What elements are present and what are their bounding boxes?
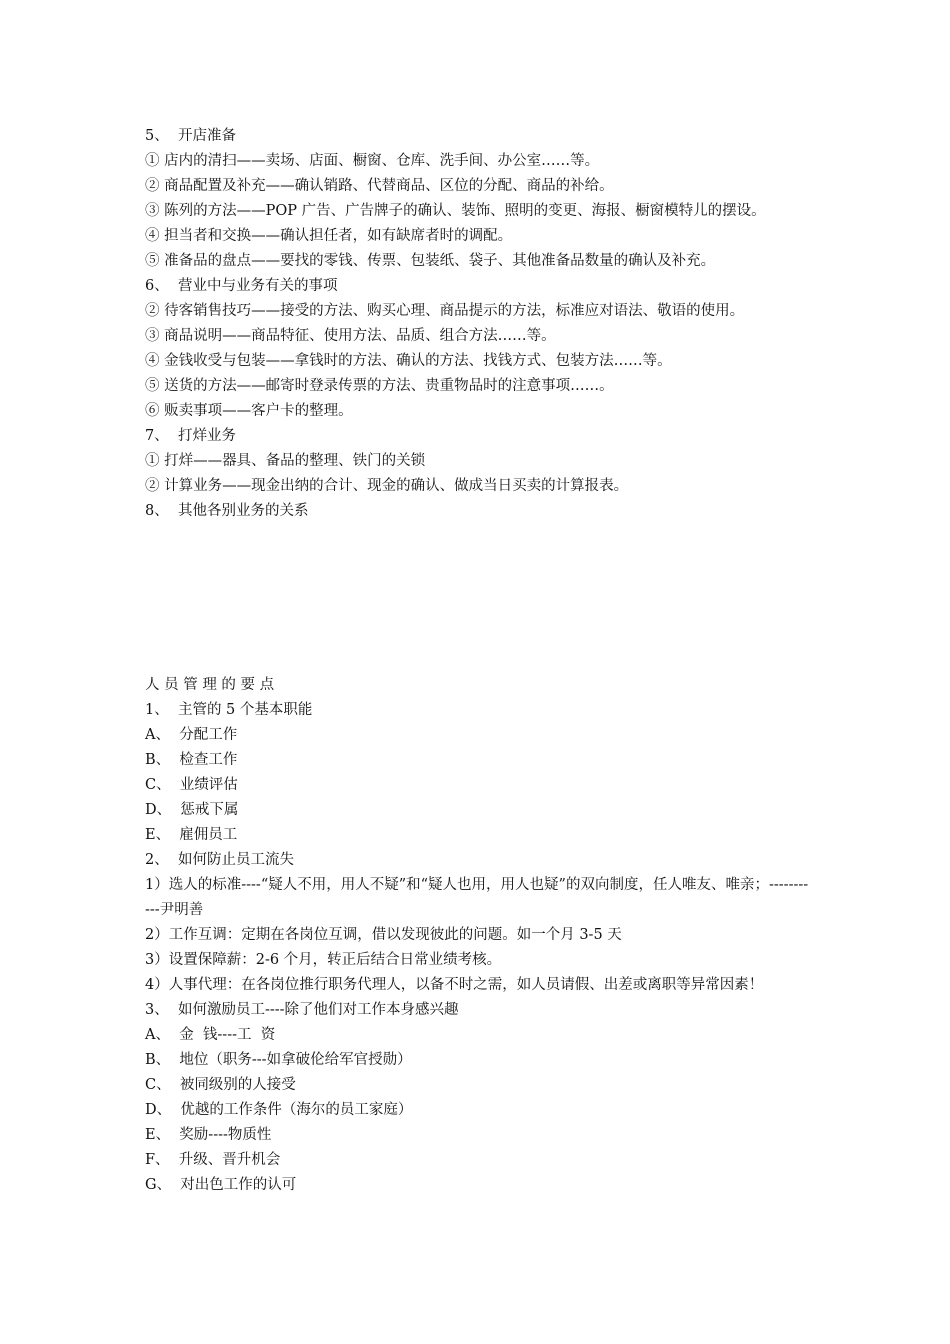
list-item: D、 惩戒下属 (145, 802, 239, 818)
list-item: 1）选人的标准----“疑人不用，用人不疑”和“疑人也用，用人也疑”的双向制度，任人唯友、唯亲；-----------尹明善 (145, 877, 809, 918)
list-item: C、 业绩评估 (145, 777, 238, 793)
list-item: E、 雇佣员工 (145, 827, 238, 843)
list-item: B、 检查工作 (145, 752, 238, 768)
list-item: ② 商品配置及补充——确认销路、代替商品、区位的分配、商品的补给。 (145, 178, 614, 194)
opening-preparation-section (145, 124, 810, 524)
list-item: B、 地位（职务---如拿破伦给军官授勋） (145, 1052, 412, 1068)
list-item: 3）设置保障薪：2-6 个月，转正后结合日常业绩考核。 (145, 952, 502, 968)
heading-7-closing: 7、 打烊业务 (145, 428, 236, 444)
heading-8-other: 8、 其他各别业务的关系 (145, 503, 309, 519)
personnel-management-section (145, 673, 810, 1198)
heading-2-prevent-turnover: 2、 如何防止员工流失 (145, 852, 294, 868)
list-item: A、 金 钱----工 资 (145, 1027, 276, 1043)
list-item: ④ 金钱收受与包装——拿钱时的方法、确认的方法、找钱方式、包装方法……等。 (145, 353, 672, 369)
list-item: ⑥ 贩卖事项——客户卡的整理。 (145, 403, 353, 419)
list-item: E、 奖励----物质性 (145, 1127, 272, 1143)
heading-5-store-opening: 5、 开店准备 (145, 128, 236, 144)
list-item: G、 对出色工作的认可 (145, 1177, 297, 1193)
list-item: ④ 担当者和交换——确认担任者，如有缺席者时的调配。 (145, 228, 513, 244)
heading-1-supervisor-functions: 1、 主管的 5 个基本职能 (145, 702, 313, 718)
list-item: ② 待客销售技巧——接受的方法、购买心理、商品提示的方法，标准应对语法、敬语的使用。 (145, 303, 745, 319)
heading-3-motivate-staff: 3、 如何激励员工----除了他们对工作本身感兴趣 (145, 1002, 459, 1018)
list-item: ⑤ 准备品的盘点——要找的零钱、传票、包装纸、袋子、其他准备品数量的确认及补充。 (145, 253, 716, 269)
list-item: ③ 陈列的方法——POP 广告、广告牌子的确认、装饰、照明的变更、海报、橱窗模特儿的摆设。 (145, 203, 766, 219)
section-title: 人 员 管 理 的 要 点 (145, 677, 275, 693)
list-item: 2）工作互调：定期在各岗位互调，借以发现彼此的问题。如一个月 3-5 天 (145, 927, 622, 943)
heading-6-business-hours: 6、 营业中与业务有关的事项 (145, 278, 338, 294)
list-item: A、 分配工作 (145, 727, 238, 743)
list-item: C、 被同级别的人接受 (145, 1077, 296, 1093)
list-item: ③ 商品说明——商品特征、使用方法、品质、组合方法……等。 (145, 328, 556, 344)
list-item: ② 计算业务——现金出纳的合计、现金的确认、做成当日买卖的计算报表。 (145, 478, 629, 494)
list-item: ① 店内的清扫——卖场、店面、橱窗、仓库、洗手间、办公室……等。 (145, 153, 600, 169)
list-item: D、 优越的工作条件（海尔的员工家庭） (145, 1102, 413, 1118)
list-item: F、 升级、晋升机会 (145, 1152, 281, 1168)
list-item: 4）人事代理：在各岗位推行职务代理人，以备不时之需，如人员请假、出差或离职等异常因素！ (145, 977, 764, 993)
list-item: ⑤ 送货的方法——邮寄时登录传票的方法、贵重物品时的注意事项……。 (145, 378, 614, 394)
list-item: ① 打烊——器具、备品的整理、铁门的关锁 (145, 453, 426, 469)
